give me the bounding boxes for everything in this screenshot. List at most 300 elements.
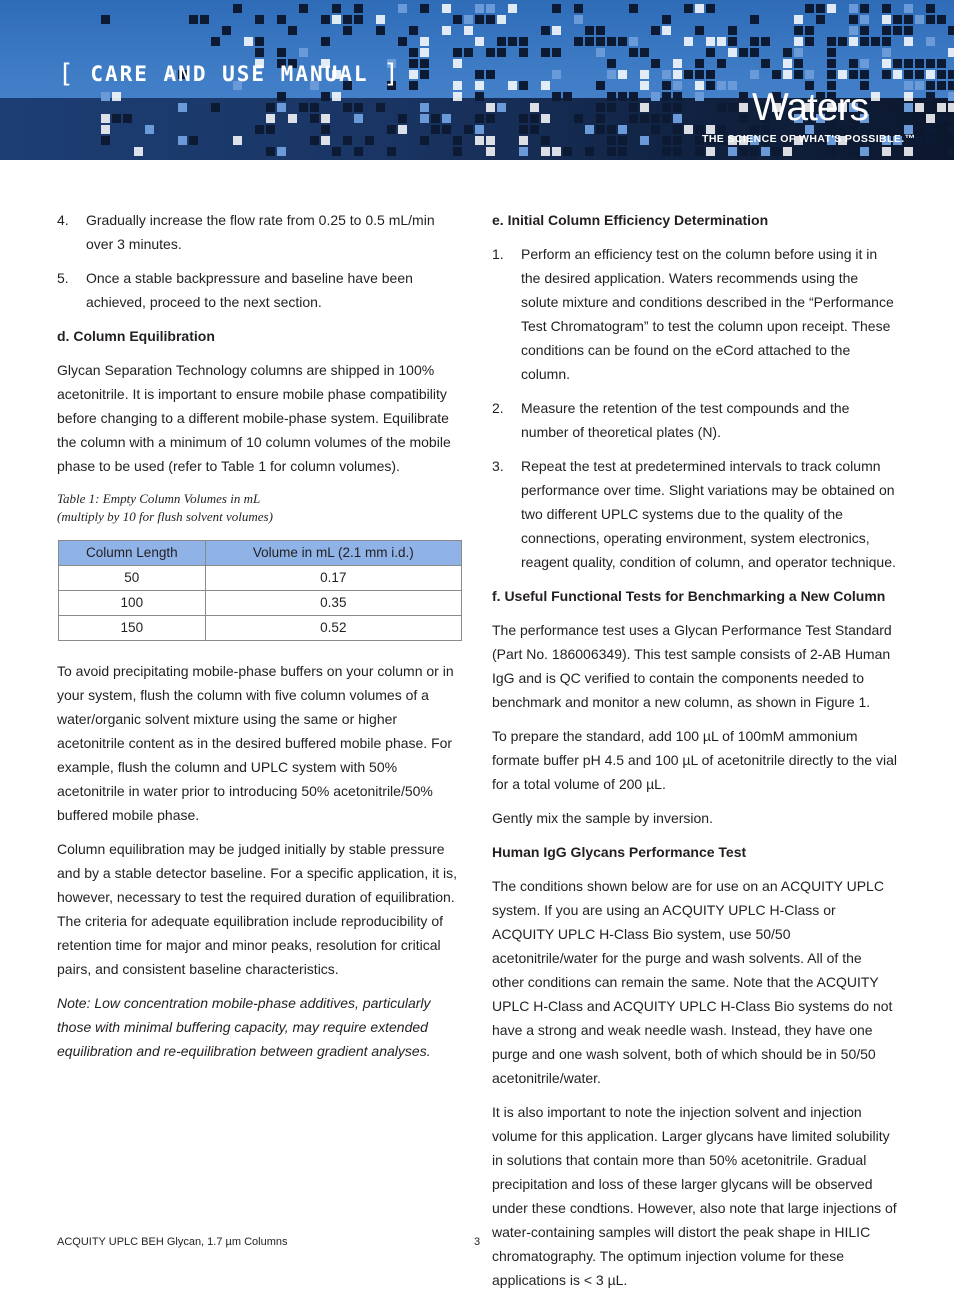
- banner-pixel: [706, 81, 715, 90]
- banner-pixel: [805, 4, 814, 13]
- banner-pixel: [596, 125, 605, 134]
- banner-pixel: [739, 147, 748, 156]
- banner-pixel: [673, 125, 682, 134]
- banner-pixel: [310, 114, 319, 123]
- banner-pixel: [684, 4, 693, 13]
- table-cell: 0.35: [205, 591, 461, 616]
- banner-pixel: [101, 136, 110, 145]
- banner-pixel: [486, 103, 495, 112]
- banner-pixel: [299, 103, 308, 112]
- banner-pixel: [596, 81, 605, 90]
- step-item: [492, 242, 897, 386]
- banner-pixel: [904, 37, 913, 46]
- banner-pixel: [717, 37, 726, 46]
- right-column: [492, 208, 897, 1302]
- banner-pixel: [266, 114, 275, 123]
- banner-pixel: [915, 81, 924, 90]
- banner-pixel: [321, 125, 330, 134]
- banner-pixel: [453, 81, 462, 90]
- banner-pixel: [695, 59, 704, 68]
- step-text: Perform an efficiency test on the column before using it in the desired application. Waters recommends using the solute mixture and conditions described in the “Performance Test Chromatogram” to test the column upon receipt. These conditions can be found on the eCord attached to the column.: [521, 246, 894, 382]
- banner-pixel: [508, 81, 517, 90]
- banner-pixel: [728, 81, 737, 90]
- banner-pixel: [607, 70, 616, 79]
- banner-pixel: [728, 26, 737, 35]
- banner-pixel: [662, 136, 671, 145]
- banner-pixel: [343, 103, 352, 112]
- banner-pixel: [321, 37, 330, 46]
- banner-pixel: [530, 114, 539, 123]
- banner-pixel: [420, 136, 429, 145]
- table-caption: [57, 490, 462, 526]
- banner-pixel: [464, 15, 473, 24]
- note-paragraph: Note: Low concentration mobile-phase additives, particularly those with minimal buffering capacity, may require extended equilibration and re-equilibration between gradient analyses.: [57, 995, 431, 1059]
- banner-pixel: [948, 147, 954, 156]
- banner-pixel: [585, 26, 594, 35]
- banner-pixel: [321, 114, 330, 123]
- banner-pixel: [607, 125, 616, 134]
- banner-pixel: [651, 125, 660, 134]
- banner-pixel: [882, 37, 891, 46]
- banner-pixel: [849, 70, 858, 79]
- banner-pixel: [618, 125, 627, 134]
- banner-pixel: [266, 125, 275, 134]
- banner-pixel: [695, 147, 704, 156]
- banner-pixel: [321, 136, 330, 145]
- banner-pixel: [816, 4, 825, 13]
- banner-pixel: [486, 70, 495, 79]
- banner-pixel: [596, 48, 605, 57]
- banner-pixel: [750, 48, 759, 57]
- banner-pixel: [871, 92, 880, 101]
- section-d-heading: d. Column Equilibration: [57, 328, 215, 344]
- banner-pixel: [662, 92, 671, 101]
- banner-pixel: [662, 26, 671, 35]
- banner-pixel: [882, 26, 891, 35]
- banner-pixel: [937, 81, 946, 90]
- banner-pixel: [893, 26, 902, 35]
- banner-pixel: [662, 147, 671, 156]
- banner-pixel: [178, 136, 187, 145]
- banner-pixel: [497, 15, 506, 24]
- banner-pixel: [893, 15, 902, 24]
- banner-pixel: [277, 92, 286, 101]
- banner-pixel: [266, 103, 275, 112]
- banner-pixel: [409, 48, 418, 57]
- banner-pixel: [376, 15, 385, 24]
- banner-pixel: [640, 114, 649, 123]
- banner-pixel: [475, 37, 484, 46]
- banner-pixel: [486, 114, 495, 123]
- banner-pixel: [926, 4, 935, 13]
- banner-pixel: [409, 59, 418, 68]
- banner-pixel: [354, 4, 363, 13]
- banner-pixel: [376, 26, 385, 35]
- banner-pixel: [849, 15, 858, 24]
- banner-pixel: [618, 70, 627, 79]
- banner-pixel: [453, 48, 462, 57]
- banner-pixel: [651, 59, 660, 68]
- banner-pixel: [189, 15, 198, 24]
- banner-pixel: [354, 103, 363, 112]
- banner-pixel: [607, 92, 616, 101]
- banner-pixel: [871, 114, 880, 123]
- banner-pixel: [750, 37, 759, 46]
- banner-pixel: [948, 114, 954, 123]
- banner-pixel: [860, 26, 869, 35]
- banner-pixel: [805, 70, 814, 79]
- page-number: 3: [474, 1236, 481, 1248]
- manual-title-text: CARE AND USE MANUAL: [90, 62, 369, 86]
- banner-pixel: [552, 4, 561, 13]
- banner-pixel: [475, 136, 484, 145]
- table-cell: 0.17: [205, 566, 461, 591]
- banner-pixel: [618, 92, 627, 101]
- banner-pixel: [519, 136, 528, 145]
- banner-pixel: [706, 4, 715, 13]
- banner-pixel: [453, 15, 462, 24]
- banner-pixel: [937, 114, 946, 123]
- banner-pixel: [651, 114, 660, 123]
- banner-pixel: [552, 70, 561, 79]
- banner-pixel: [794, 15, 803, 24]
- banner-pixel: [519, 125, 528, 134]
- banner-pixel: [838, 70, 847, 79]
- banner-pixel: [794, 26, 803, 35]
- bracket-close: ]: [383, 59, 401, 89]
- banner-pixel: [233, 136, 242, 145]
- banner-pixel: [541, 26, 550, 35]
- banner-pixel: [783, 59, 792, 68]
- banner-pixel: [442, 4, 451, 13]
- banner-pixel: [497, 48, 506, 57]
- banner-pixel: [926, 92, 935, 101]
- banner-pixel: [937, 59, 946, 68]
- banner-pixel: [948, 26, 954, 35]
- banner-pixel: [497, 103, 506, 112]
- banner-pixel: [640, 70, 649, 79]
- banner-pixel: [618, 147, 627, 156]
- paragraph: Glycan Separation Technology columns are shipped in 100% acetonitrile. It is important to ensure mobile phase compatibility before changing to a different mobile-phase system. Equilibrate the column with a minimum of 10 column volumes of the mobile phase to be used (refer to Table 1 for column volumes).: [57, 362, 451, 474]
- banner-pixel: [332, 4, 341, 13]
- paragraph: Gently mix the sample by inversion.: [492, 810, 713, 826]
- banner-pixel: [860, 59, 869, 68]
- banner-pixel: [662, 114, 671, 123]
- banner-pixel: [827, 48, 836, 57]
- bracket-open: [: [58, 59, 76, 89]
- banner-pixel: [629, 37, 638, 46]
- banner-pixel: [255, 15, 264, 24]
- step-number: 5.: [57, 270, 69, 286]
- table-row: [59, 566, 462, 591]
- banner-pixel: [673, 103, 682, 112]
- banner-pixel: [486, 48, 495, 57]
- banner-pixel: [695, 92, 704, 101]
- banner-pixel: [695, 81, 704, 90]
- banner-pixel: [420, 114, 429, 123]
- table-header-cell: Volume in mL (2.1 mm i.d.): [205, 541, 461, 566]
- banner-pixel: [519, 37, 528, 46]
- banner-pixel: [673, 70, 682, 79]
- banner-pixel: [728, 147, 737, 156]
- banner-pixel: [849, 4, 858, 13]
- banner-pixel: [134, 147, 143, 156]
- banner-pixel: [112, 114, 121, 123]
- table-row: [59, 591, 462, 616]
- banner-pixel: [585, 147, 594, 156]
- banner-pixel: [200, 15, 209, 24]
- banner-pixel: [607, 103, 616, 112]
- banner-pixel: [475, 81, 484, 90]
- banner-pixel: [398, 37, 407, 46]
- banner-pixel: [904, 26, 913, 35]
- step-item: [492, 454, 897, 574]
- banner-pixel: [101, 15, 110, 24]
- step-number: 2.: [492, 400, 504, 416]
- banner-pixel: [827, 4, 836, 13]
- banner-pixel: [904, 92, 913, 101]
- banner-pixel: [882, 15, 891, 24]
- banner-pixel: [596, 37, 605, 46]
- banner-pixel: [772, 70, 781, 79]
- banner-pixel: [277, 15, 286, 24]
- banner-pixel: [904, 147, 913, 156]
- banner-pixel: [541, 114, 550, 123]
- banner-pixel: [937, 15, 946, 24]
- banner-pixel: [640, 81, 649, 90]
- banner-pixel: [761, 37, 770, 46]
- banner-pixel: [662, 81, 671, 90]
- banner-pixel: [101, 92, 110, 101]
- banner-pixel: [508, 37, 517, 46]
- banner-pixel: [904, 70, 913, 79]
- banner-pixel: [882, 147, 891, 156]
- banner-pixel: [717, 81, 726, 90]
- header-banner: [0, 0, 954, 160]
- banner-pixel: [915, 70, 924, 79]
- banner-pixel: [453, 147, 462, 156]
- banner-pixel: [629, 48, 638, 57]
- step-number: 1.: [492, 246, 504, 262]
- banner-pixel: [629, 103, 638, 112]
- banner-pixel: [321, 15, 330, 24]
- banner-pixel: [904, 4, 913, 13]
- banner-pixel: [739, 114, 748, 123]
- banner-pixel: [783, 147, 792, 156]
- banner-pixel: [871, 147, 880, 156]
- step-text: Once a stable backpressure and baseline have been achieved, proceed to the next section.: [86, 270, 413, 310]
- banner-pixel: [464, 125, 473, 134]
- banner-pixel: [794, 48, 803, 57]
- banner-pixel: [574, 37, 583, 46]
- banner-pixel: [629, 114, 638, 123]
- banner-pixel: [475, 114, 484, 123]
- banner-pixel: [706, 70, 715, 79]
- banner-pixel: [541, 81, 550, 90]
- banner-pixel: [596, 103, 605, 112]
- banner-pixel: [442, 125, 451, 134]
- banner-pixel: [651, 92, 660, 101]
- banner-pixel: [343, 26, 352, 35]
- banner-pixel: [123, 114, 132, 123]
- banner-pixel: [794, 59, 803, 68]
- banner-pixel: [926, 37, 935, 46]
- banner-pixel: [761, 147, 770, 156]
- banner-pixel: [442, 114, 451, 123]
- banner-pixel: [299, 48, 308, 57]
- banner-pixel: [552, 92, 561, 101]
- banner-pixel: [420, 103, 429, 112]
- banner-pixel: [255, 48, 264, 57]
- banner-pixel: [772, 147, 781, 156]
- banner-pixel: [475, 92, 484, 101]
- banner-pixel: [552, 147, 561, 156]
- banner-pixel: [706, 48, 715, 57]
- banner-pixel: [607, 136, 616, 145]
- banner-pixel: [882, 48, 891, 57]
- banner-pixel: [684, 37, 693, 46]
- banner-pixel: [277, 48, 286, 57]
- section-e-heading: e. Initial Column Efficiency Determination: [492, 212, 769, 228]
- banner-pixel: [728, 37, 737, 46]
- banner-pixel: [574, 114, 583, 123]
- banner-pixel: [332, 92, 341, 101]
- banner-pixel: [860, 37, 869, 46]
- banner-pixel: [486, 4, 495, 13]
- banner-pixel: [332, 147, 341, 156]
- banner-pixel: [486, 15, 495, 24]
- banner-pixel: [673, 81, 682, 90]
- table-caption-line1: Table 1: Empty Column Volumes in mL: [57, 491, 261, 506]
- banner-pixel: [629, 92, 638, 101]
- banner-pixel: [442, 26, 451, 35]
- banner-pixel: [739, 103, 748, 112]
- banner-pixel: [904, 15, 913, 24]
- banner-pixel: [684, 70, 693, 79]
- banner-pixel: [453, 136, 462, 145]
- banner-pixel: [860, 15, 869, 24]
- step-item: [57, 266, 462, 314]
- banner-pixel: [794, 37, 803, 46]
- banner-pixel: [904, 81, 913, 90]
- banner-pixel: [893, 114, 902, 123]
- banner-pixel: [354, 114, 363, 123]
- paragraph: To avoid precipitating mobile-phase buffers on your column or in your system, flush the column with five column volumes of a water/organic solvent mixture using the same or higher acetonitrile content as in the desired buffered mobile phase. For example, flush the column and UPLC system with 50% acetonitrile in water prior to introducing 50% acetonitrile/50% buffered mobile phase.: [57, 663, 454, 823]
- banner-pixel: [277, 147, 286, 156]
- banner-pixel: [849, 147, 858, 156]
- banner-pixel: [398, 4, 407, 13]
- banner-pixel: [453, 92, 462, 101]
- banner-pixel: [233, 4, 242, 13]
- banner-pixel: [926, 59, 935, 68]
- banner-pixel: [882, 59, 891, 68]
- banner-pixel: [640, 136, 649, 145]
- banner-pixel: [244, 37, 253, 46]
- banner-pixel: [860, 147, 869, 156]
- banner-pixel: [706, 147, 715, 156]
- table-caption-line2: (multiply by 10 for flush solvent volumes): [57, 509, 273, 524]
- banner-pixel: [189, 136, 198, 145]
- banner-pixel: [893, 70, 902, 79]
- banner-pixel: [508, 4, 517, 13]
- banner-pixel: [662, 70, 671, 79]
- banner-pixel: [266, 147, 275, 156]
- column-volume-table: [58, 540, 462, 641]
- banner-pixel: [530, 103, 539, 112]
- banner-pixel: [871, 37, 880, 46]
- paragraph: The conditions shown below are for use on an ACQUITY UPLC system. If you are using an ACQUITY UPLC H-Class or ACQUITY UPLC H-Class Bio system, use 50/50 acetonitrile/water for the purge and wash solvents. All of the other conditions can remain the same. Note that the ACQUITY UPLC H-Class and ACQUITY UPLC H-Class Bio systems do not have a strong and weak needle wash. Instead, they have one purge and one wash solvent, both of which should be in 50/50 acetonitrile/water.: [492, 878, 893, 1086]
- step-text: Repeat the test at predetermined intervals to track column performance over time. Slight variations may be obtained on two different UPLC systems due to the quality of the connections, operating environment, system electronics, reagent quality, condition of column, and operator technique.: [521, 458, 896, 570]
- performance-test-heading: Human IgG Glycans Performance Test: [492, 844, 747, 860]
- banner-pixel: [640, 103, 649, 112]
- waters-logo: Waters: [752, 86, 869, 129]
- paragraph: Column equilibration may be judged initially by stable pressure and by a stable detector baseline. For a specific application, it is, however, necessary to test the required duration of equilibration. The criteria for adequate equilibration include reproducibility of retention time for major and minor peaks, resolution for critical pairs, and consistent baseline characteristics.: [57, 841, 457, 977]
- table-header-cell: Column Length: [59, 541, 206, 566]
- banner-pixel: [750, 147, 759, 156]
- banner-pixel: [948, 81, 954, 90]
- banner-pixel: [849, 26, 858, 35]
- banner-pixel: [948, 125, 954, 134]
- banner-pixel: [101, 125, 110, 134]
- banner-pixel: [849, 37, 858, 46]
- banner-pixel: [420, 37, 429, 46]
- step-number: 4.: [57, 212, 69, 228]
- table-cell: 150: [59, 616, 206, 641]
- banner-pixel: [321, 92, 330, 101]
- banner-pixel: [761, 59, 770, 68]
- banner-pixel: [563, 147, 572, 156]
- banner-pixel: [695, 70, 704, 79]
- banner-pixel: [112, 92, 121, 101]
- banner-pixel: [849, 59, 858, 68]
- banner-pixel: [706, 37, 715, 46]
- step-text: Gradually increase the flow rate from 0.25 to 0.5 mL/min over 3 minutes.: [86, 212, 435, 252]
- banner-pixel: [827, 37, 836, 46]
- banner-pixel: [640, 48, 649, 57]
- banner-pixel: [299, 4, 308, 13]
- banner-pixel: [486, 136, 495, 145]
- table-cell: 50: [59, 566, 206, 591]
- banner-pixel: [178, 103, 187, 112]
- banner-pixel: [596, 114, 605, 123]
- banner-pixel: [387, 147, 396, 156]
- banner-pixel: [541, 136, 550, 145]
- banner-pixel: [101, 114, 110, 123]
- banner-pixel: [475, 125, 484, 134]
- banner-pixel: [409, 81, 418, 90]
- paragraph: The performance test uses a Glycan Performance Test Standard (Part No. 186006349). This test sample consists of 2-AB Human IgG and is QC verified to contain the components needed to benchmark and monitor a new column, as shown in Figure 1.: [492, 622, 892, 710]
- banner-pixel: [585, 37, 594, 46]
- banner-pixel: [453, 59, 462, 68]
- banner-pixel: [365, 136, 374, 145]
- banner-pixel: [926, 15, 935, 24]
- banner-pixel: [629, 4, 638, 13]
- table-cell: 0.52: [205, 616, 461, 641]
- banner-pixel: [519, 48, 528, 57]
- banner-pixel: [288, 114, 297, 123]
- banner-pixel: [475, 70, 484, 79]
- banner-pixel: [662, 103, 671, 112]
- banner-pixel: [332, 15, 341, 24]
- banner-pixel: [343, 136, 352, 145]
- banner-pixel: [376, 103, 385, 112]
- banner-pixel: [695, 26, 704, 35]
- banner-pixel: [618, 37, 627, 46]
- banner-pixel: [816, 15, 825, 24]
- banner-pixel: [673, 114, 682, 123]
- banner-pixel: [409, 70, 418, 79]
- table-cell: 100: [59, 591, 206, 616]
